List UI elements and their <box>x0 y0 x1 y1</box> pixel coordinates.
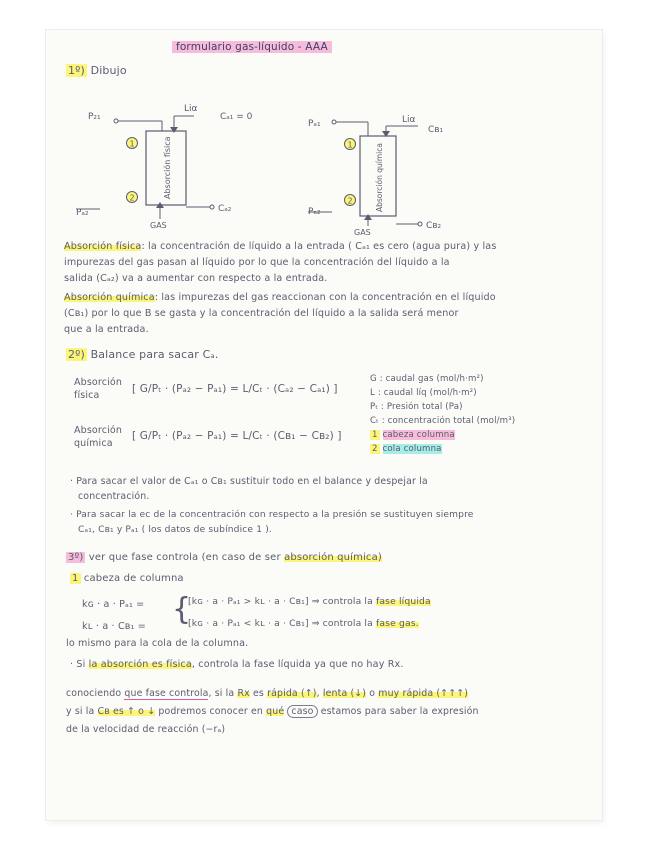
sub-title: cabeza de columna <box>83 573 184 584</box>
section-3-heading <box>66 552 382 563</box>
rapida-highlight: rápida (↑) <box>267 688 317 699</box>
paragraph-text: : la concentración de líquido a la entrada ( Cₐ₁ es cero (agua pura) y las <box>141 241 497 252</box>
case-liquid-highlight: fase líquida <box>375 596 431 607</box>
section-3-title: ver que fase controla (en caso de ser <box>88 552 281 563</box>
gas-stream-label: GAS <box>150 221 167 230</box>
case-lhs <box>82 594 146 638</box>
ca1-label: Cₐ₁ = 0 <box>220 112 253 122</box>
marker-1-label: 1 <box>129 139 135 149</box>
section-2-title: Balance para sacar Cₐ. <box>90 348 219 361</box>
muy-rapida-highlight: muy rápida (↑↑↑) <box>378 688 469 699</box>
lhs-gas: kɢ · a · Pₐ₁ = <box>82 599 145 610</box>
caso-box: caso <box>287 705 317 718</box>
gas-in-label: Pₐ₁ <box>308 119 321 129</box>
physical-highlight: la absorción es física <box>88 659 192 670</box>
paragraph-line: impurezas del gas pasan al líquido por lo que la concentración del líquido a la <box>64 257 450 268</box>
column-label: Absorción química <box>375 143 384 212</box>
note-presion <box>70 508 474 538</box>
ca2-label: Cₐ₂ <box>218 204 232 214</box>
note-sustituir <box>70 474 428 504</box>
gas-out-label: Pₐ₂ <box>76 208 89 218</box>
section-2-number: 2º) <box>68 348 85 361</box>
legend-text: cabeza columna <box>382 430 455 440</box>
legend-item: Pₜ : Presión total (Pa) <box>370 402 463 412</box>
lenta-highlight: lenta (↓) <box>322 688 367 699</box>
cb-highlight: Cʙ es ↑ o ↓ <box>97 706 156 717</box>
physical-balance-equation: [ G/Pₜ · (Pₐ₂ − Pₐ₁) = L/Cₜ · (Cₐ₂ − Cₐ₁) ] <box>132 383 338 395</box>
section-1-title: Dibujo <box>90 64 127 77</box>
label-line: Absorción <box>74 425 123 436</box>
legend-item: Cₜ : concentración total (mol/m³) <box>370 416 516 426</box>
legend-item: L : caudal líq (mol/h·m²) <box>370 388 477 398</box>
marker-2-label: 2 <box>347 196 353 206</box>
chemical-balance-equation: [ G/Pₜ · (Pₐ₂ − Pₐ₁) = L/Cₜ · (Cʙ₁ − Cʙ₂) ] <box>132 430 342 442</box>
liquid-in-label: Liα <box>184 104 198 114</box>
paragraph-line <box>64 290 496 306</box>
que-highlight: qué <box>266 706 285 717</box>
legend-number: 2 <box>372 444 378 454</box>
physical-absorption-paragraph <box>64 239 496 287</box>
column-label: Absorción física <box>163 136 172 199</box>
section-1-number: 1º) <box>68 64 85 77</box>
legend-text: cola columna <box>382 444 442 454</box>
note-line: concentración. <box>78 491 150 502</box>
paragraph-line: salida (Cₐ₂) va a aumentar con respecto a la entrada. <box>64 273 328 284</box>
legend-number: 1 <box>372 430 378 440</box>
paragraph-text: : las impurezas del gas reaccionan con la concentración en el líquido <box>154 292 496 303</box>
paragraph-line <box>64 239 496 255</box>
section-3-number: 3º) <box>68 552 84 563</box>
paragraph-line: (Cʙ₁) por lo que B se gasta y la concentración del líquido a la salida será menor <box>64 308 459 319</box>
gas-stream-label: GAS <box>354 228 371 237</box>
diagram-physical-absorption <box>70 95 300 235</box>
lhs-liquid: kʟ · a · Cʙ₁ = <box>82 621 146 632</box>
head-of-column-subheading <box>70 573 184 584</box>
case-liquid: [kɢ · a · Pₐ₁ > kʟ · a · Cʙ₁] ⇒ controla la fase líquida <box>188 596 431 607</box>
section-1-heading <box>66 64 127 77</box>
gas-in-label: P₂₁ <box>88 112 101 122</box>
paragraph-line: que a la entrada. <box>64 324 149 335</box>
cb1-label: Cʙ₁ <box>428 125 444 135</box>
liquid-in-label: Liα <box>402 115 416 125</box>
underline-text: que fase controla <box>124 688 209 699</box>
gas-out-label: Pₐ₂ <box>308 207 321 217</box>
legend-item: G : caudal gas (mol/h·m²) <box>370 374 484 384</box>
marker-1-label: 1 <box>347 140 353 150</box>
label-line: química <box>74 438 113 449</box>
conclusion-line-1: conociendo que fase controla, si la Rx es rápida (↑), lenta (↓) o muy rápida (↑↑↑) <box>66 688 469 699</box>
legend-item <box>370 428 515 442</box>
case-rhs <box>188 591 431 635</box>
chemical-balance-label <box>74 424 122 450</box>
note-line: · Para sacar el valor de Cₐ₁ o Cʙ₁ sustituir todo en el balance y despejar la <box>70 476 428 487</box>
sub-number: 1 <box>72 573 79 584</box>
variables-legend <box>370 372 515 456</box>
cb2-label: Cʙ₂ <box>426 221 442 231</box>
label-line: Absorción <box>74 377 123 388</box>
physical-absorption-term: Absorción física <box>64 241 142 252</box>
physical-controls-liquid: · Si la absorción es física, controla la fase líquida ya que no hay Rx. <box>70 659 404 670</box>
brace: { <box>172 592 192 627</box>
conclusion-line-3: de la velocidad de reacción (−rₐ) <box>66 724 226 735</box>
case-gas-highlight: fase gas. <box>375 618 419 629</box>
case-gas: [kɢ · a · Pₐ₁ < kʟ · a · Cʙ₁] ⇒ controla la fase gas. <box>188 618 419 629</box>
same-for-tail: lo mismo para la cola de la columna. <box>66 638 249 649</box>
label-line: física <box>74 390 100 401</box>
section-3-highlight: absorción química) <box>284 552 382 563</box>
rx-highlight: Rx <box>237 688 250 699</box>
diagram-chemical-absorption <box>306 100 476 240</box>
legend-item <box>370 442 515 456</box>
marker-2-label: 2 <box>129 193 135 203</box>
conclusion-line-2: y si la Cʙ es ↑ o ↓ podremos conocer en qué caso estamos para saber la expresión <box>66 706 479 717</box>
page-title: formulario gas-líquido - AAA <box>172 41 332 53</box>
note-line: · Para sacar la ec de la concentración con respecto a la presión se sustituyen siempre <box>70 510 474 520</box>
physical-balance-label <box>74 376 122 402</box>
chemical-absorption-term: Absorción química <box>64 292 155 303</box>
note-line: Cₐ₁, Cʙ₁ y Pₐ₁ ( los datos de subíndice 1 ). <box>78 525 272 535</box>
section-2-heading <box>66 348 219 361</box>
chemical-absorption-paragraph <box>64 290 496 338</box>
